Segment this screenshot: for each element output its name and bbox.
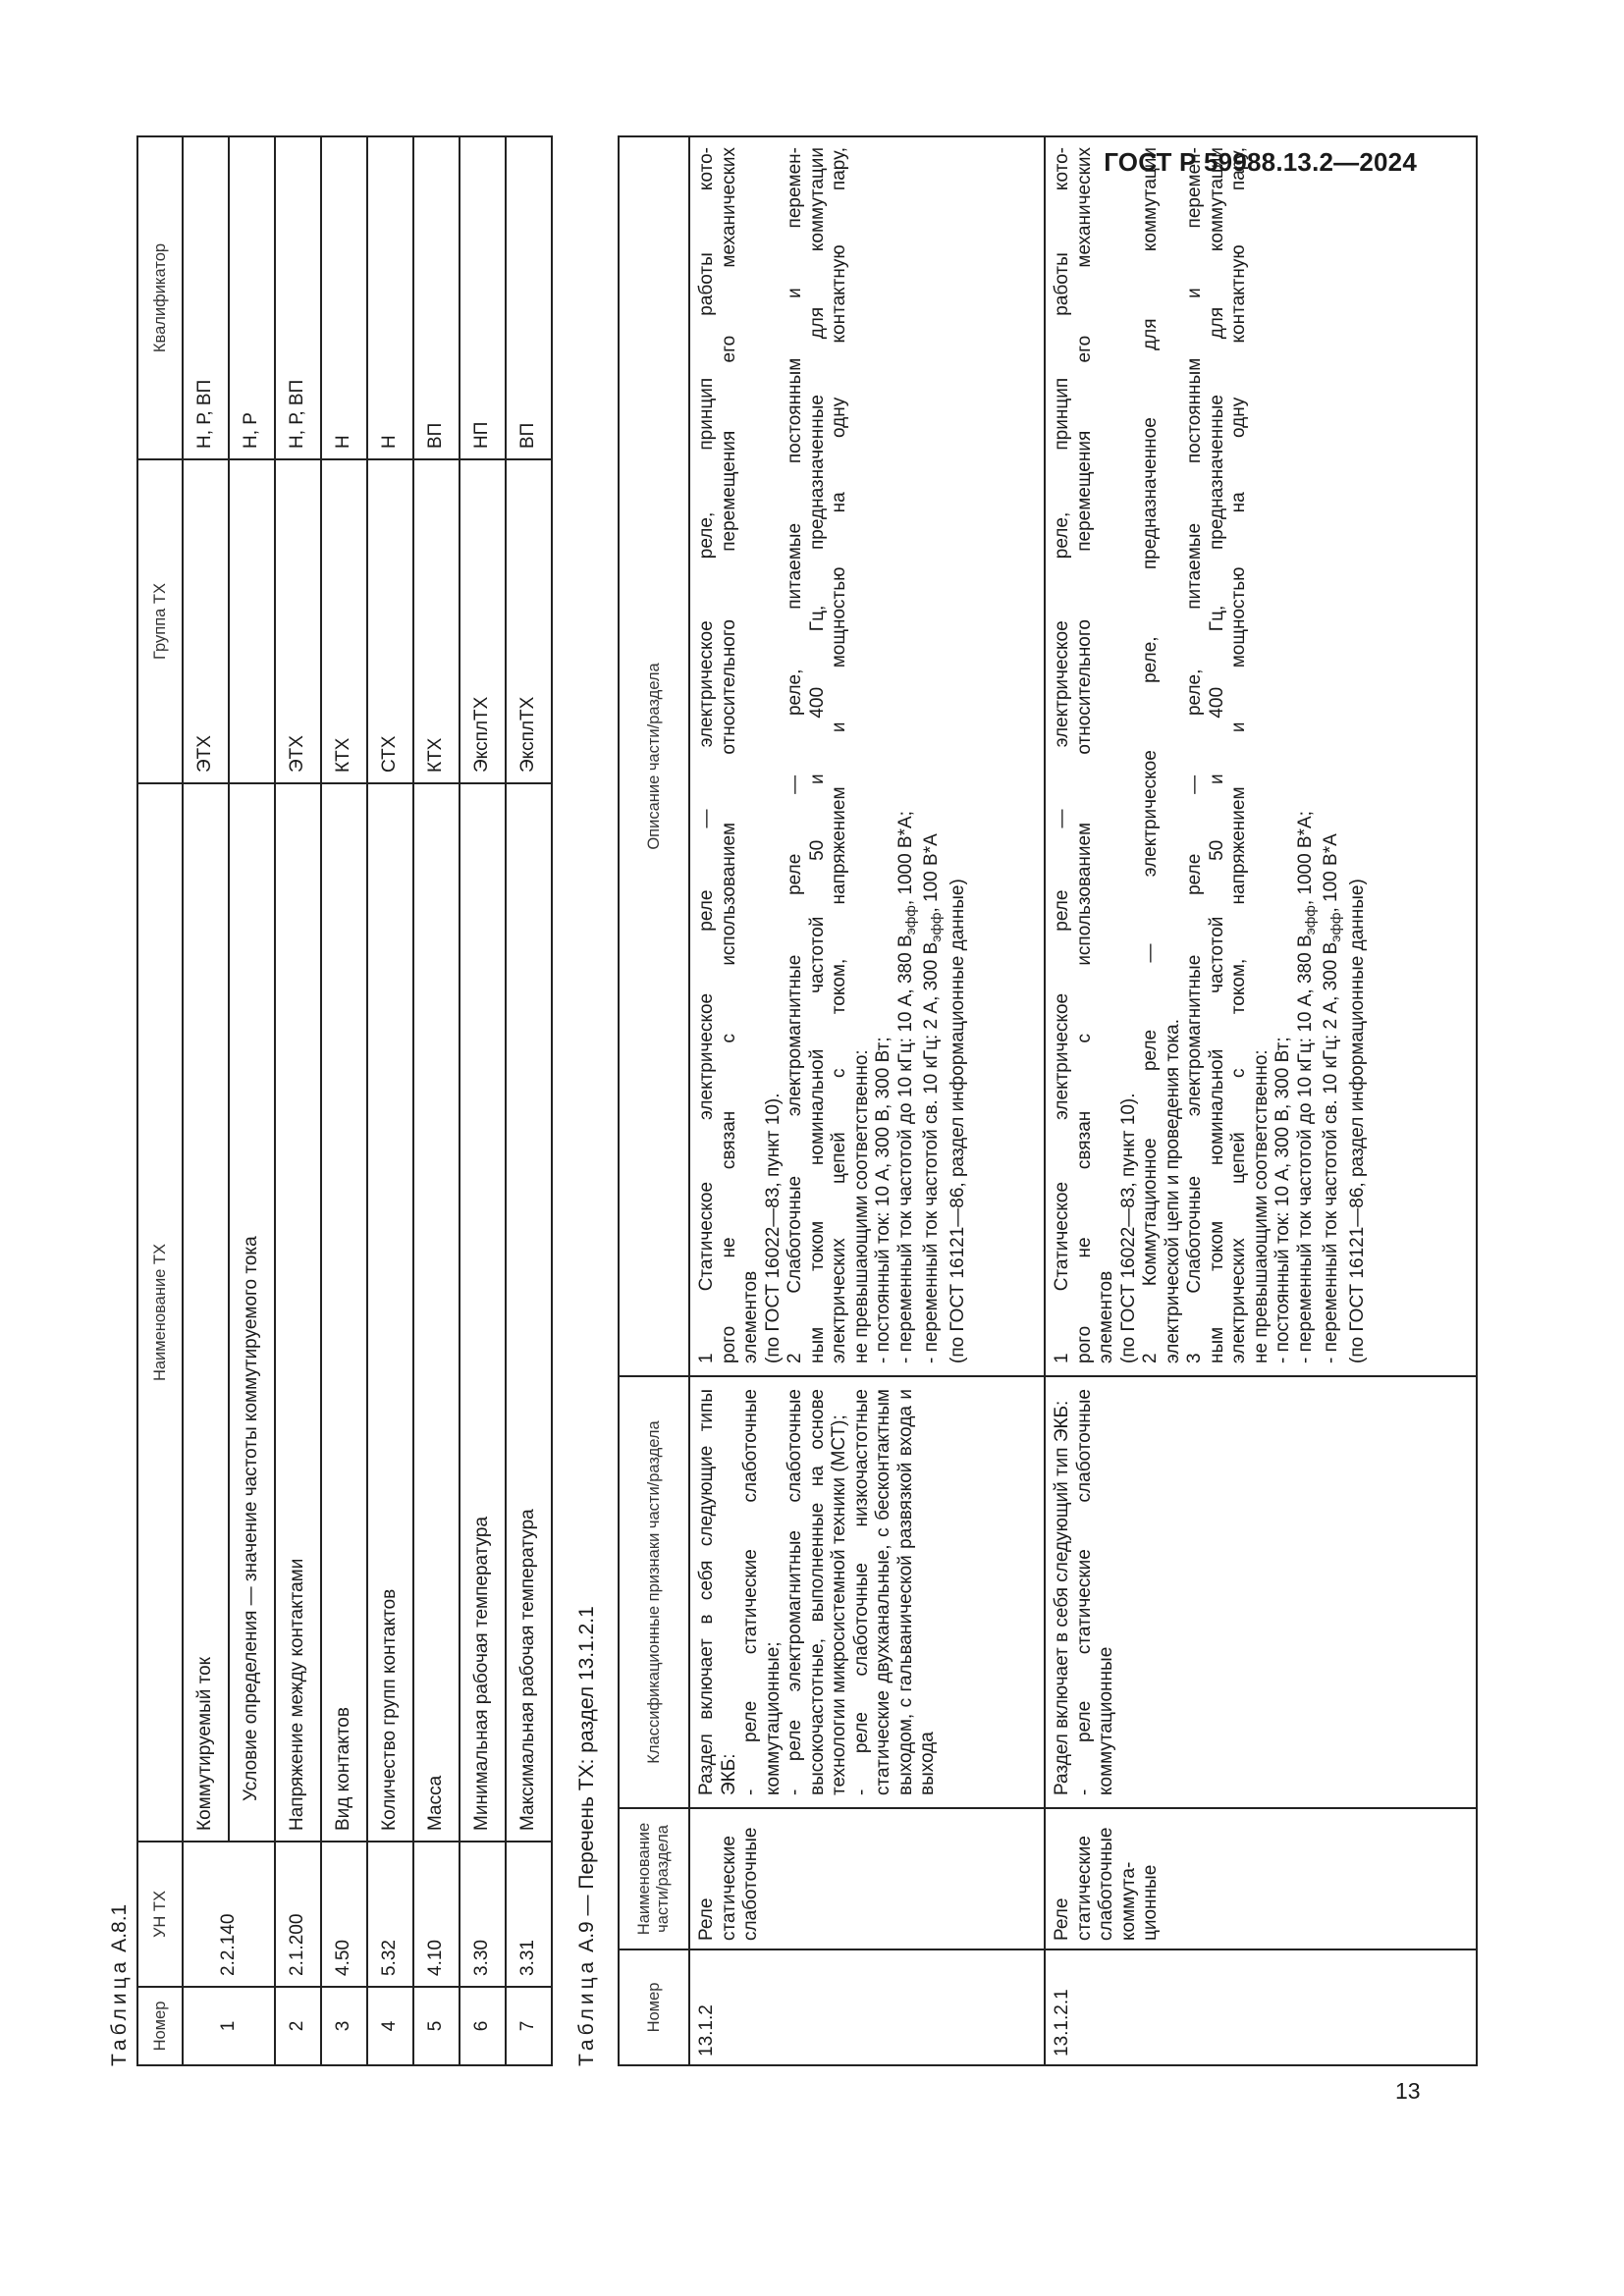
row-group: ЭТХ [275,459,321,783]
document-code: ГОСТ Р 59988.13.2—2024 [1104,147,1417,177]
row-group [229,459,275,783]
section-name-line: слаботочные [1096,1827,1116,1941]
row-group: КТХ [321,459,367,783]
row-name: Минимальная рабочая температура [460,783,506,1842]
description-text: - переменный ток частотой св. 10 кГц: 2 А, 300 В [1321,941,1341,1363]
row-name: Напряжение между контактами [275,783,321,1842]
section-description [1045,136,1477,1376]
section-name-line: слаботочные [740,1827,761,1941]
section-name [689,1808,1045,1949]
subscript: эфф [901,905,918,935]
row-name: Максимальная рабочая температура [506,783,552,1842]
table-row [229,136,275,2065]
row-name: Условие определения — значение частоты коммутируемого тока [229,783,275,1842]
row-name: Коммутируемый ток [183,783,229,1842]
table-row [413,136,460,2065]
row-number: 3 [321,1987,367,2065]
row-qualifier: ВП [506,136,552,459]
description-line [895,147,922,1363]
row-qualifier: НП [460,136,506,459]
table-row [506,136,552,2065]
description-line: 3 Слаботочные электромагнитные реле — реле, питаемые постоянным и перемен- [1184,147,1205,1363]
table-row [460,136,506,2065]
table-row [689,136,1045,2065]
section-name-line: статические [1073,1836,1095,1941]
row-qualifier: Н [367,136,413,459]
row-number: 6 [460,1987,506,2065]
row-un-code: 5.32 [367,1842,413,1987]
description-line [1295,147,1322,1363]
table-row [367,136,413,2065]
subscript: эфф [1301,905,1318,935]
row-name: Вид контактов [321,783,367,1842]
classification-item: - реле слаботочные низкочастотные статические двухканальные, с бесконтактным выходом, с гальванической развязкой входа и выхода [850,1389,938,1795]
table-a9-header-num: Номер [619,1949,689,2065]
description-text: , 100 В*А [1321,833,1341,913]
table-a81-header-group: Группа ТХ [137,459,183,783]
row-qualifier: Н, Р, ВП [275,136,321,459]
description-line: ным током номинальной частотой 50 и 400 Гц, предназначенные для коммутации [806,147,828,1363]
row-name: Масса [413,783,460,1842]
row-group: КТХ [413,459,460,783]
table-a81-caption-word: Таблица [108,1957,131,2066]
description-line [1321,147,1347,1363]
description-text: - переменный ток частотой св. 10 кГц: 2 А, 300 В [921,941,942,1363]
table-a9 [618,135,1478,2066]
classification-item: - реле статические слаботочные коммутационные [1073,1389,1116,1795]
table-a81 [136,135,553,2066]
page-number: 13 [1395,2078,1421,2104]
description-line: - постоянный ток: 10 А, 300 В, 300 Вт; [873,1037,893,1363]
subscript: эфф [928,912,944,942]
row-un-code: 2.2.140 [183,1842,275,1987]
description-line: (по ГОСТ 16022—83, пункт 10). [1117,1093,1139,1363]
description-line: элементов [1096,1270,1116,1363]
description-line: электрической цепи и проведения тока. [1162,1018,1183,1363]
table-a81-caption [103,118,136,2066]
description-line: электрических цепей с током, напряжением и мощностью на одну контактную пару, [829,147,849,1363]
row-qualifier: Н, Р [229,136,275,459]
row-number: 7 [506,1987,552,2065]
section-classification [1045,1376,1477,1808]
section-classification [689,1376,1045,1808]
description-line: ным током номинальной частотой 50 и 400 Гц, предназначенные для коммутации [1206,147,1227,1363]
table-a9-header-name: Наименование части/раздела [619,1808,689,1949]
description-line: 1 Статическое электрическое реле — электрическое реле, принцип работы кото- [696,147,717,1363]
table-row [321,136,367,2065]
table-a81-header-num: Номер [137,1987,183,2065]
description-line: 2 Коммутационное реле — электрическое реле, предназначенное для коммутации [1140,147,1161,1363]
table-row [183,136,229,2065]
classification-item: Раздел включает в себя следующий тип ЭКБ: [1052,1400,1072,1795]
table-a9-header-row [619,136,689,2065]
table-a9-header-desc: Описание части/раздела [619,136,689,1376]
section-number: 13.1.2 [689,1949,1045,2065]
row-number: 1 [183,1987,275,2065]
row-number: 5 [413,1987,460,2065]
classification-item: - реле электромагнитные слаботочные высокочастотные, выполненные на основе технологии микросистемной техники (МСТ); [785,1389,849,1795]
table-a81-caption-rest: А.8.1 [108,1903,131,1952]
row-un-code: 4.50 [321,1842,367,1987]
description-text: , 1000 В*А; [1294,811,1316,906]
row-un-code: 4.10 [413,1842,460,1987]
row-group: ЭксплТХ [506,459,552,783]
table-a81-header-un: УН ТХ [137,1842,183,1987]
section-name-line: ционные [1140,1864,1161,1941]
row-qualifier: Н, Р, ВП [183,136,229,459]
row-group: ЭксплТХ [460,459,506,783]
description-line: рого не связан с использованием относительного перемещения его механических [718,147,739,1363]
subscript: эфф [1327,912,1343,942]
description-line: 2 Слаботочные электромагнитные реле — реле, питаемые постоянным и перемен- [785,147,805,1363]
row-group: СТХ [367,459,413,783]
table-a9-caption [570,118,604,2066]
row-un-code: 2.1.200 [275,1842,321,1987]
table-a9-caption-word: Таблица [575,1957,598,2066]
description-line: не превышающими соответственно: [850,1049,872,1363]
table-a81-header-name: Наименование ТХ [137,783,183,1842]
table-row [275,136,321,2065]
section-name-line: коммута- [1117,1861,1139,1941]
section-name-line: статические [718,1836,739,1941]
description-text: , 1000 В*А; [894,811,916,906]
row-un-code: 3.30 [460,1842,506,1987]
table-a81-header-qual: Квалификатор [137,136,183,459]
row-number: 4 [367,1987,413,2065]
row-group: ЭТХ [183,459,229,783]
section-name [1045,1808,1477,1949]
section-name-line: Реле [696,1897,717,1941]
row-qualifier: Н [321,136,367,459]
row-name: Количество групп контактов [367,783,413,1842]
classification-item: Раздел включает в себя следующие типы ЭКБ: [696,1389,739,1795]
description-line [921,147,947,1363]
row-un-code: 3.31 [506,1842,552,1987]
description-text: - переменный ток частотой до 10 кГц: 10 А, 380 В [1294,934,1316,1363]
classification-item: - реле статические слаботочные коммутационные; [740,1389,784,1795]
section-name-line: Реле [1052,1897,1072,1941]
description-line: (по ГОСТ 16022—83, пункт 10). [762,1093,784,1363]
description-text: - переменный ток частотой до 10 кГц: 10 А, 380 В [894,934,916,1363]
description-text: , 100 В*А [921,833,942,913]
section-number: 13.1.2.1 [1045,1949,1477,2065]
table-a81-header-row [137,136,183,2065]
description-line: элементов [740,1270,761,1363]
description-line: (по ГОСТ 16121—86, раздел информационные данные) [1346,879,1368,1363]
description-line: рого не связан с использованием относительного перемещения его механических [1073,147,1095,1363]
table-row [1045,136,1477,2065]
rotated-content [103,118,1419,2066]
description-line: не превышающими соответственно: [1250,1049,1272,1363]
table-a9-caption-rest: А.9 — Перечень ТХ: раздел 13.1.2.1 [575,1606,598,1952]
table-a9-header-cls: Классификационные признаки части/раздела [619,1376,689,1808]
description-line: - постоянный ток: 10 А, 300 В, 300 Вт; [1272,1037,1293,1363]
description-line: 1 Статическое электрическое реле — электрическое реле, принцип работы кото- [1052,147,1072,1363]
description-line: электрических цепей с током, напряжением и мощностью на одну контактную пару, [1228,147,1249,1363]
row-number: 2 [275,1987,321,2065]
row-qualifier: ВП [413,136,460,459]
section-description [689,136,1045,1376]
description-line: (по ГОСТ 16121—86, раздел информационные данные) [947,879,968,1363]
